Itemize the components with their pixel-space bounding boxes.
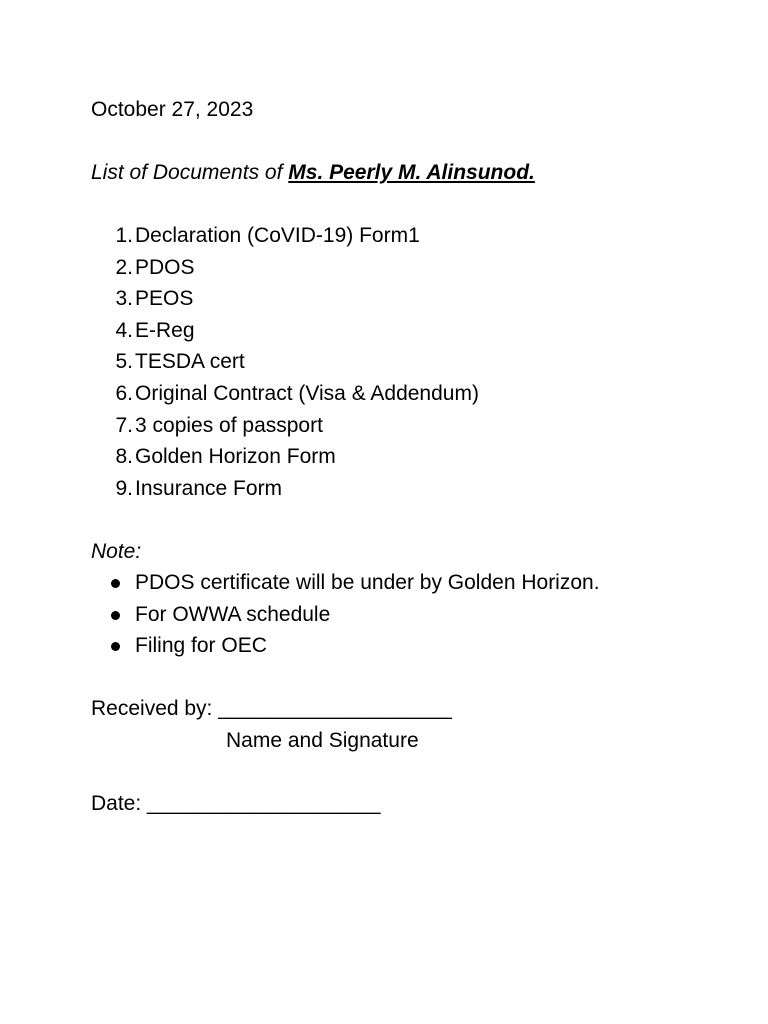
note-item [91,634,600,666]
list-item [91,477,479,509]
list-item [91,350,479,382]
document-date: October 27, 2023 [91,98,254,121]
list-item-number: 5. [115,350,133,374]
title-prefix: List of Documents of [91,161,289,184]
document-title [91,161,535,185]
date-field-line: Date: ____________________ [91,792,381,815]
note-text: PDOS certificate will be under by Golden Horizon. [135,571,600,594]
note-label: Note: [91,540,142,563]
list-item-number: 7. [115,413,133,437]
note-item [91,603,600,635]
list-item-text: PEOS [135,287,194,311]
note-text: Filing for OEC [135,634,267,658]
list-item-text: TESDA cert [135,350,245,374]
list-item [91,287,479,319]
list-item [91,319,479,351]
bullet-icon [111,611,120,620]
list-item-text: Original Contract (Visa & Addendum) [135,381,479,405]
notes-list [91,571,600,666]
signature-caption: Name and Signature [226,729,419,752]
list-item-number: 2. [115,255,133,279]
received-by-line: Received by: ____________________ [91,697,452,720]
list-item-number: 8. [115,445,133,469]
list-item [91,382,479,414]
list-item-number: 6. [115,381,133,405]
list-item [91,224,479,256]
list-item-text: Insurance Form [135,476,283,500]
list-item-text: E-Reg [135,318,195,342]
list-item [91,256,479,288]
list-item-text: Golden Horizon Form [135,445,336,469]
list-item-number: 9. [115,476,133,500]
title-person-name: Ms. Peerly M. Alinsunod. [288,161,535,184]
list-item-text: 3 copies of passport [135,413,323,437]
note-item [91,571,600,603]
bullet-icon [111,642,120,651]
list-item [91,414,479,446]
list-item-number: 1. [115,224,133,247]
bullet-icon [111,579,120,588]
list-item-text: Declaration (CoVID-19) Form1 [135,224,420,247]
documents-list [91,224,479,508]
note-text: For OWWA schedule [135,602,331,626]
list-item-number: 3. [115,287,133,311]
list-item [91,445,479,477]
list-item-number: 4. [115,318,133,342]
list-item-text: PDOS [135,255,195,279]
